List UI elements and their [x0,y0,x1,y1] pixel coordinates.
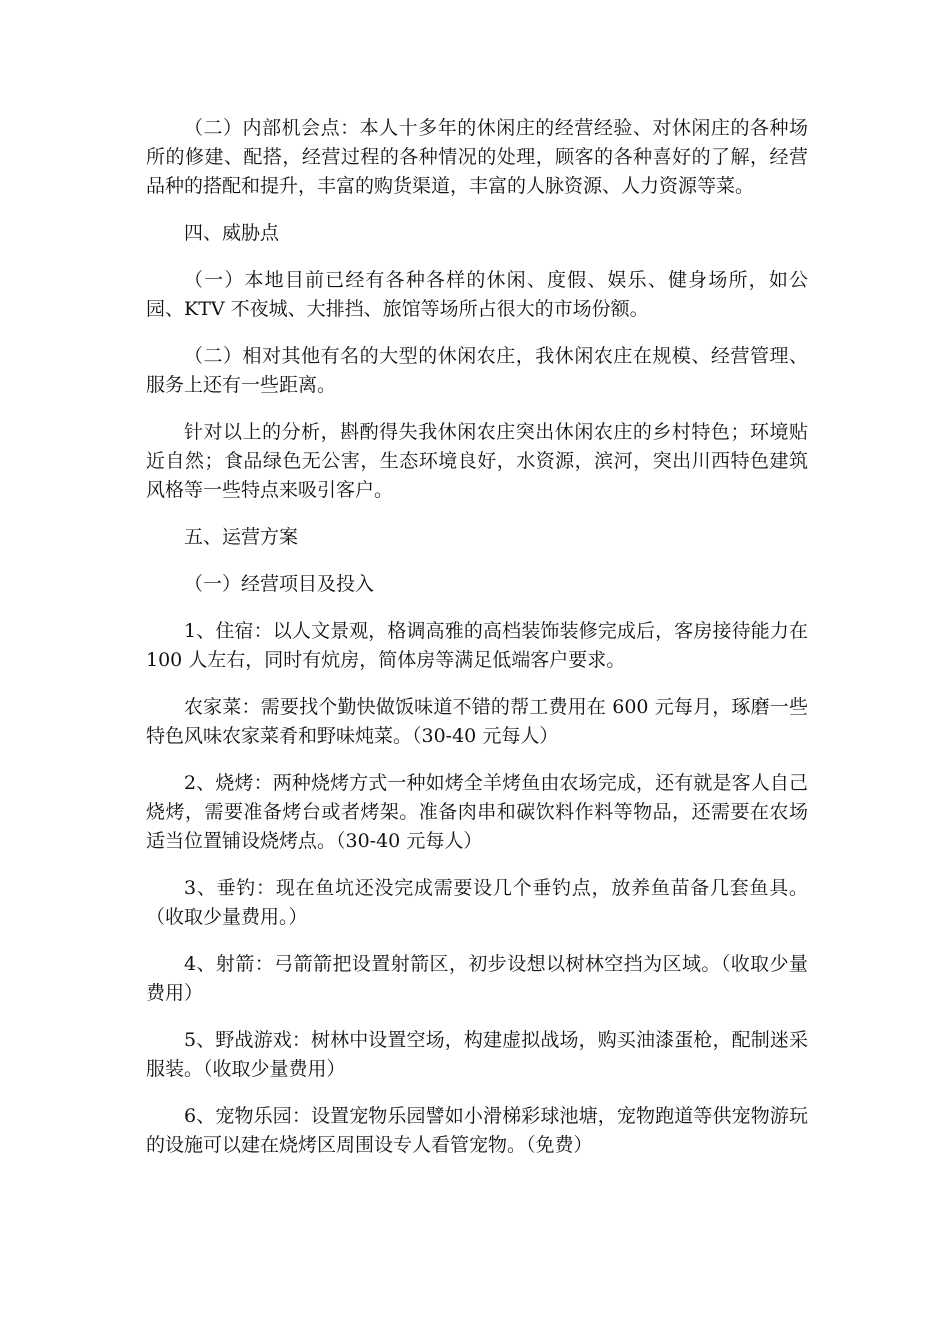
paragraph-barbecue: 2、烧烤：两种烧烤方式一种如烤全羊烤鱼由农场完成，还有就是客人自己烧烤，需要准备烤台或者烤架。准备肉串和碳饮料作料等物品，还需要在农场适当位置铺设烧烤点。（30-40 元每人） [146,772,808,852]
section-heading-operations: 五、运营方案 [184,526,299,548]
subsection-heading-projects: （一）经营项目及投入 [184,573,375,595]
paragraph-fishing: 3、垂钓：现在鱼坑还没完成需要设几个垂钓点，放养鱼苗备几套鱼具。（收取少量费用。） [146,877,808,928]
section-heading-threats: 四、威胁点 [184,222,280,244]
paragraph-pet-park: 6、宠物乐园：设置宠物乐园譬如小滑梯彩球池塘，宠物跑道等供宠物游玩的设施可以建在烧烤区周围设专人看管宠物。（免费） [146,1105,808,1156]
paragraph-archery: 4、射箭：弓箭箭把设置射箭区，初步设想以树林空挡为区域。（收取少量费用） [146,953,808,1004]
paragraph-analysis-summary: 针对以上的分析，斟酌得失我休闲农庄突出休闲农庄的乡村特色；环境贴近自然；食品绿色无公害，生态环境良好，水资源，滨河，突出川西特色建筑风格等一些特点来吸引客户。 [146,421,808,501]
document-body [146,114,808,1178]
paragraph-threat-one: （一）本地目前已经有各种各样的休闲、度假、娱乐、健身场所，如公园、KTV 不夜城、大排挡、旅馆等场所占很大的市场份额。 [146,269,808,320]
paragraph-lodging: 1、住宿：以人文景观，格调高雅的高档装饰装修完成后，客房接待能力在 100 人左右，同时有炕房，简体房等满足低端客户要求。 [146,620,808,671]
paragraph-threat-two: （二）相对其他有名的大型的休闲农庄，我休闲农庄在规模、经营管理、服务上还有一些距离。 [146,345,808,396]
paragraph-field-game: 5、野战游戏：树林中设置空场，构建虚拟战场，购买油漆蛋枪，配制迷采服装。（收取少量费用） [146,1029,808,1080]
paragraph-farm-food: 农家菜：需要找个勤快做饭味道不错的帮工费用在 600 元每月，琢磨一些特色风味农家菜肴和野味炖菜。（30-40 元每人） [146,696,808,747]
paragraph-internal-opportunities: （二）内部机会点：本人十多年的休闲庄的经营经验、对休闲庄的各种场所的修建、配搭，经营过程的各种情况的处理，顾客的各种喜好的了解，经营品种的搭配和提升，丰富的购货渠道，丰富的人脉资源、人力资源等菜。 [146,117,808,197]
